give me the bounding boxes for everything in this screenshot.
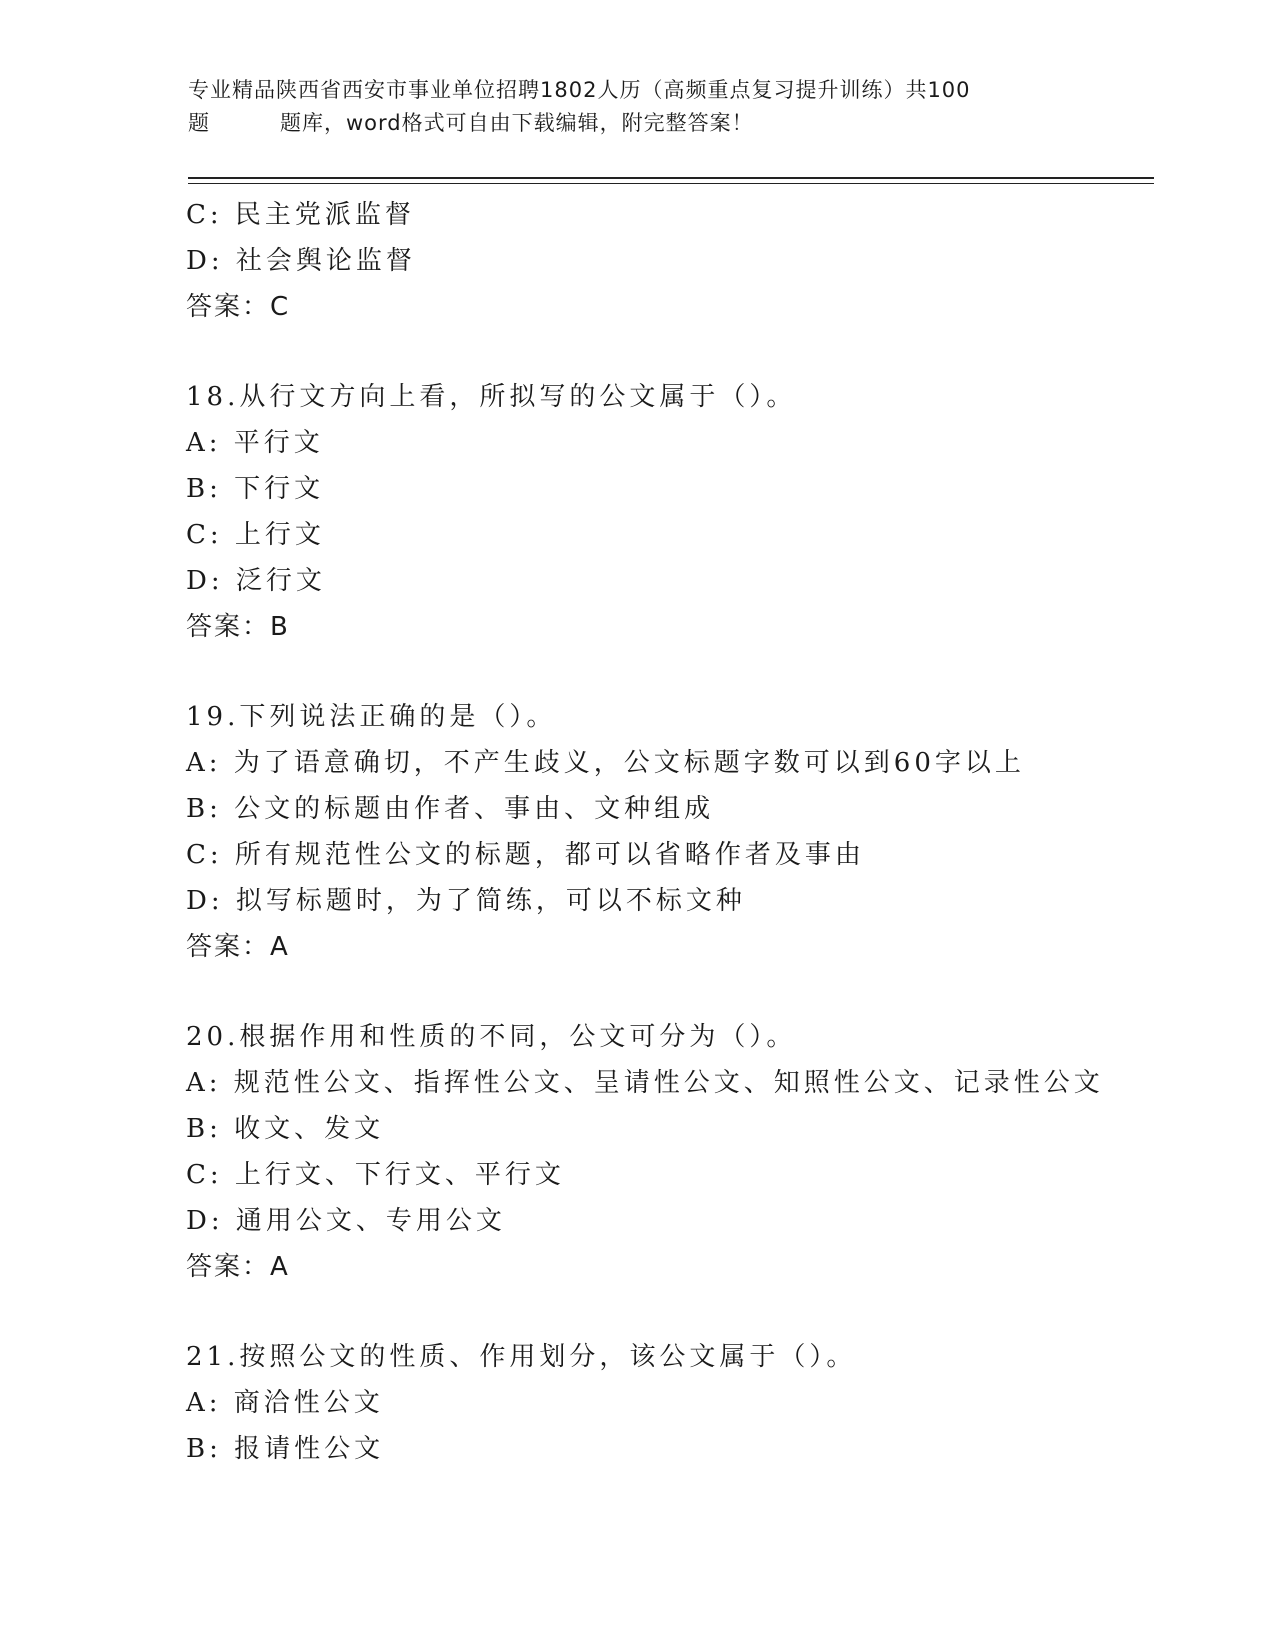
header-title-line2-start: 题: [188, 111, 210, 135]
question-stem: 21.按照公文的性质、作用划分，该公文属于（）。: [186, 1342, 857, 1372]
option-c: C: 上行文: [186, 520, 325, 550]
option-d: D: 拟写标题时，为了简练，可以不标文种: [186, 886, 746, 916]
option-b: B: 下行文: [186, 474, 325, 504]
option-d: D: 社会舆论监督: [186, 246, 416, 276]
answer-line: 答案：C: [186, 292, 291, 322]
option-a: A: 平行文: [186, 428, 324, 458]
question-block-21: [186, 1334, 1166, 1472]
option-b: B: 收文、发文: [186, 1114, 385, 1144]
header-title-line1: 专业精品陕西省西安市事业单位招聘1802人历（高频重点复习提升训练）共100: [188, 78, 971, 102]
question-block-19: [186, 694, 1166, 970]
header-title-line2: [188, 107, 1068, 140]
question-stem: 18.从行文方向上看，所拟写的公文属于（）。: [186, 382, 797, 412]
option-b: B: 公文的标题由作者、事由、文种组成: [186, 794, 715, 824]
question-list: [186, 192, 1166, 1472]
question-stem: 19.下列说法正确的是（）。: [186, 702, 557, 732]
option-c: C: 所有规范性公文的标题，都可以省略作者及事由: [186, 840, 865, 870]
option-c: C: 上行文、下行文、平行文: [186, 1160, 565, 1190]
question-stem: 20.根据作用和性质的不同，公文可分为（）。: [186, 1022, 797, 1052]
option-a: A: 规范性公文、指挥性公文、呈请性公文、知照性公文、记录性公文: [186, 1068, 1104, 1098]
option-a: A: 商洽性公文: [186, 1388, 384, 1418]
answer-line: 答案：B: [186, 612, 290, 642]
answer-line: 答案：A: [186, 932, 290, 962]
header-divider-thick: [188, 177, 1154, 179]
option-a: A: 为了语意确切，不产生歧义，公文标题字数可以到60字以上: [186, 748, 1025, 778]
answer-line: 答案：A: [186, 1252, 290, 1282]
question-block-20: [186, 1014, 1166, 1290]
page-header: [188, 74, 1068, 140]
option-c: C: 民主党派监督: [186, 200, 415, 230]
option-b: B: 报请性公文: [186, 1434, 385, 1464]
option-d: D: 泛行文: [186, 566, 326, 596]
question-block-17: [186, 192, 1166, 330]
question-block-18: [186, 374, 1166, 650]
header-divider-thin: [188, 183, 1154, 184]
header-title-line2-rest: 题库，word格式可自由下载编辑，附完整答案！: [280, 111, 754, 135]
option-d: D: 通用公文、专用公文: [186, 1206, 506, 1236]
